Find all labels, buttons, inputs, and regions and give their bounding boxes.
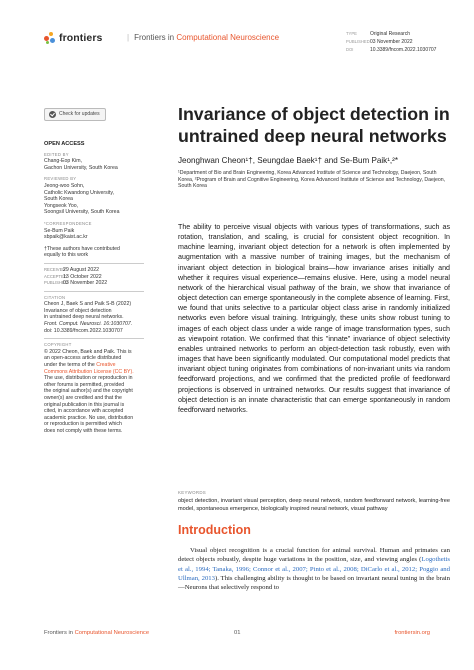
citation-doi[interactable]: doi: 10.3389/fncom.2022.1030707 <box>44 327 123 334</box>
meta-published: PUBLISHED03 November 2022 <box>346 39 413 46</box>
equal-contribution-note: †These authors have contributed equally to this work <box>44 245 120 259</box>
meta-doi[interactable]: DOI 10.3389/fncom.2022.1030707 <box>346 47 437 54</box>
dates-block: RECEIVED29 August 2022 ACCEPTED13 October 2022 PUBLISHED03 November 2022 <box>44 263 144 287</box>
journal-name: Computational Neuroscience <box>176 33 280 42</box>
frontiers-logo-icon <box>44 32 56 44</box>
journal-title[interactable]: | Frontiers in Computational Neuroscience <box>127 33 280 42</box>
check-for-updates-button[interactable]: Check for updates <box>44 108 106 121</box>
author-list[interactable]: Jeonghwan Cheon¹†, Seungdae Baek¹† and Se-Bum Paik¹,²* <box>178 156 399 165</box>
citation-label: CITATION <box>44 294 66 300</box>
introduction-heading: Introduction <box>178 523 251 537</box>
edited-by-label: EDITED BY <box>44 151 69 157</box>
correspondence: Se-Bum Paik sbpaik@kaist.ac.kr <box>44 228 144 241</box>
page-number: 01 <box>234 630 241 636</box>
affiliations: ¹Department of Bio and Brain Engineering, Korea Advanced Institute of Science and Technology, Daejeon, South Korea, ²Program of Brain and Cognitive Engineering, Korea Advanced Institute of Science and Technology, Daejeon, South Korea <box>178 170 446 190</box>
keywords: object detection, invariant visual perception, deep neural network, random feedforward network, learning-free model, spontaneous emergence, biologically inspired neural network, visual pathway <box>178 498 450 512</box>
reviewed-by: Jeong-woo Sohn, Catholic Kwandong University, South Korea Yongseok Yoo, Soongsil University, South Korea <box>44 182 120 216</box>
article-sidebar <box>44 108 144 435</box>
article-title: Invariance of object detection in untrained deep neural networks <box>178 104 450 146</box>
logo-text: frontiers <box>59 32 103 44</box>
correspondence-label: *CORRESPONDENCE <box>44 220 92 226</box>
citation-block: CITATION Cheon J, Baek S and Paik S-B (2022) Invariance of object detection in untrained deep neural networks. Front. Comput. Neurosci. 16:1030707. doi: 10.3389/fncom.2022.1030707 <box>44 291 144 335</box>
footer-journal[interactable]: Frontiers in Computational Neuroscience <box>44 630 150 636</box>
meta-type: TYPE Original Research <box>346 31 411 37</box>
page-header <box>44 30 444 60</box>
correspondence-email[interactable]: sbpaik@kaist.ac.kr <box>44 234 88 241</box>
open-access-label: OPEN ACCESS <box>44 141 85 147</box>
license-link[interactable]: Creative <box>96 362 116 369</box>
copyright-block: COPYRIGHT © 2022 Cheon, Baek and Paik. This is an open-access article distributed under the terms of the Creative Commons Attribution License (CC BY). The use, distribution or reproduction in other forums is permitted, provided the original author(s) and the copyright owner(s) are credited and that the original publication in this journal is cited, in accordance with accepted academic practice. No use, distribution or reproduction is permitted which does not comply with these terms. <box>44 338 144 434</box>
keywords-label: KEYWORDS <box>178 490 207 495</box>
check-icon <box>49 111 56 118</box>
introduction-paragraph: Visual object recognition is a crucial function for animal survival. Human and primates can detect objects robustly, despite huge variations in the position, size, and viewing angles (Logothetis et al., 1994; Tanaka, 1996; Connor et al., 2007; Pinto et al., 2008; DiCarlo et al., 2012; Poggio and Ullman, 2013). This challenging ability is thought to be based on invariant neural tuning in the brain—Neurons that selectively respond to <box>178 547 450 592</box>
copyright-label: COPYRIGHT <box>44 342 72 348</box>
reviewed-by-label: REVIEWED BY <box>44 176 77 182</box>
journal-prefix: Frontiers in <box>134 33 175 42</box>
abstract: The ability to perceive visual objects with various types of transformations, such as rotation, translation, and scaling, is crucial for consistent object recognition. In machine learning, invariant object detection for a network is often implemented by augmentation with a massive number of training images, but the mechanism of invariant object detection in biological brains—how invariance arises initially and whether it requires visual experience—remains elusive. Here, using a model neural network of the hierarchical visual pathway of the brain, we show that invariance of object detection can emerge spontaneously in the complete absence of learning. First, we found that units selective to a particular object class arise in randomly initialized networks even before visual training. Intriguingly, these units show robust tuning to images of each object class under a wide range of image transformation types, such as viewpoint rotation. We confirmed that this "innate" invariance of object selectivity enables untrained networks to perform an object-detection task robustly, even with images that have been significantly modulated. Our computational model predicts that invariant object tuning originates from combinations of non-invariant units via random feedforward projections, and we confirmed that the predicted profile of feedforward projections is observed in untrained networks. Our results suggest that invariance of object detection is an innate characteristic that can emerge spontaneously in random feedforward networks. <box>178 223 450 414</box>
frontiers-logo[interactable] <box>44 32 103 44</box>
license-link-cont[interactable]: Commons Attribution License (CC BY). <box>44 368 134 375</box>
edited-by: Chang-Eop Kim, Gachon University, South Korea <box>44 158 118 171</box>
footer-site-link[interactable]: frontiersin.org <box>394 630 430 636</box>
keywords-block <box>178 489 450 513</box>
article-meta <box>346 30 474 55</box>
reference-links[interactable]: Logothetis et al., 1994; Tanaka, 1996; Connor et al., 2007; Pinto et al., 2008; DiCarlo et al., 2012; Poggio and Ullman, 2013 <box>178 556 450 582</box>
